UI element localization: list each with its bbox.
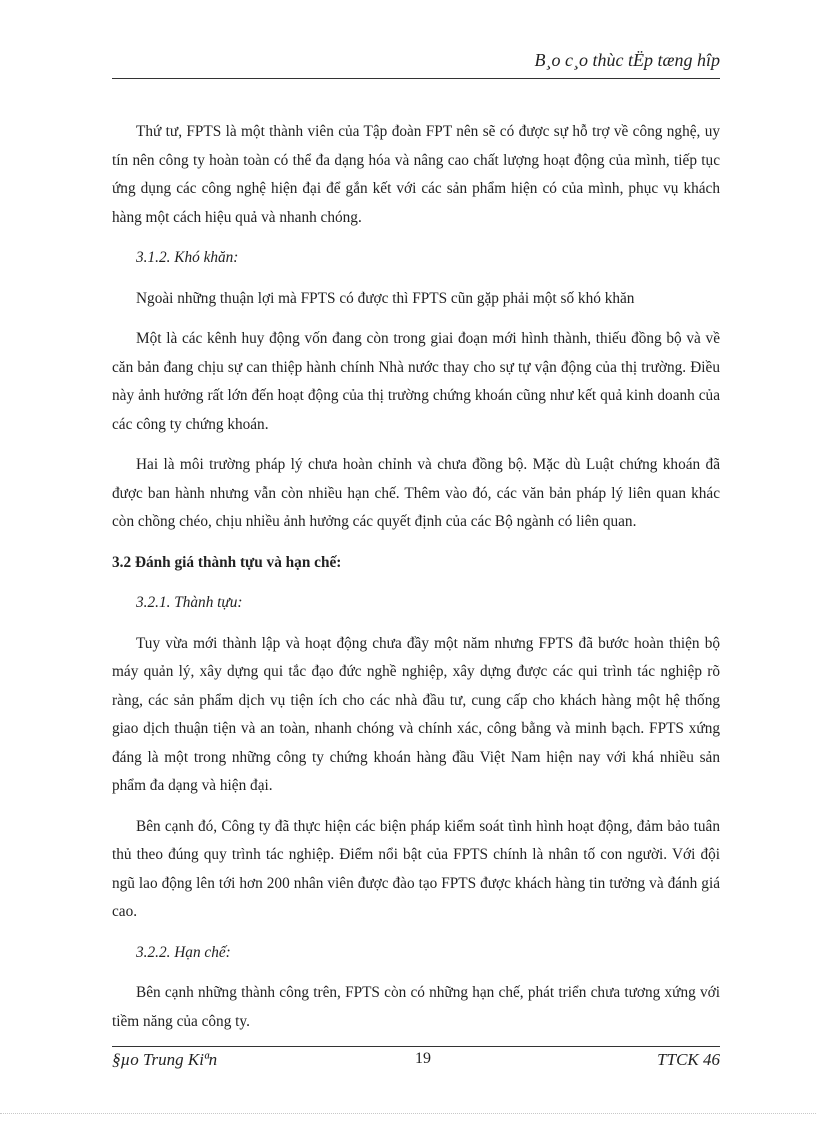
paragraph-difficulties-intro: Ngoài những thuận lợi mà FPTS có được thì FPTS cũn gặp phải một số khó khăn xyxy=(136,289,635,307)
paragraph-achievements-more: Bên cạnh đó, Công ty đã thực hiện các biện pháp kiểm soát tình hình hoạt động, đảm bảo tuân thủ theo đúng quy trình tác nghiệp. Điểm nổi bật của FPTS chính là nhân tố con người. Với đội ngũ lao động lên tới hơn 200 nhân viên được đào tạo FPTS được khách hàng tin tưởng và đánh giá cao. xyxy=(112,817,720,920)
paragraph-limitations: Bên cạnh những thành công trên, FPTS còn có những hạn chế, phát triển chưa tương xứng với tiềm năng của công ty. xyxy=(112,984,720,1030)
paragraph-achievements: Tuy vừa mới thành lập và hoạt động chưa đầy một năm nhưng FPTS đã bước hoàn thiện bộ máy quản lý, xây dựng qui tắc đạo đức nghề nghiệp, xây dựng được các qui trình tác nghiệp rõ ràng, các sản phẩm dịch vụ tiện ích cho các nhà đầu tư, cung cấp cho khách hàng một hệ thống giao dịch thuận tiện và an toàn, nhanh chóng và chính xác, công bằng và minh bạch. FPTS xứng đáng là một trong những công ty chứng khoán hàng đầu Việt Nam hiện nay với khá nhiều sản phẩm đa dạng và hiện đại. xyxy=(112,634,720,794)
paragraph-difficulty-two: Hai là môi trường pháp lý chưa hoàn chỉnh và chưa đồng bộ. Mặc dù Luật chứng khoán đã được ban hành nhưng vẫn còn nhiều hạn chế. Thêm vào đó, các văn bản pháp lý liên quan khác còn chồng chéo, chịu nhiều ảnh hưởng các quyết định của các Bộ ngành có liên quan. xyxy=(112,456,720,530)
footer-author: §µo Trung Kiªn xyxy=(112,1050,218,1069)
document-body xyxy=(112,118,720,1048)
heading-3-2-2: 3.2.2. Hạn chế: xyxy=(136,943,231,961)
paragraph-difficulty-one: Một là các kênh huy động vốn đang còn trong giai đoạn mới hình thành, thiếu đồng bộ và về căn bản đang chịu sự can thiệp hành chính Nhà nước thay cho sự tự vận động của thị trường. Điều này ảnh hưởng rất lớn đến hoạt động của thị trường chứng khoán cũng như kết quả kinh doanh của các công ty chứng khoán. xyxy=(112,330,720,433)
footer-class: TTCK 46 xyxy=(657,1050,720,1069)
footer-rule xyxy=(112,1046,720,1047)
header-rule xyxy=(112,78,720,79)
page-bottom-border xyxy=(0,1113,816,1114)
header-title: B¸o c¸o thùc tËp tæng hîp xyxy=(534,50,720,70)
paragraph-advantage-fourth: Thứ tư, FPTS là một thành viên của Tập đoàn FPT nên sẽ có được sự hỗ trợ về công nghệ, uy tín nên công ty hoàn toàn có thể đa dạng hóa và nâng cao chất lượng hoạt động của mình, tiếp tục ứng dụng các công nghệ hiện đại để gắn kết với các sản phẩm hiện có của mình, phục vụ khách hàng một cách hiệu quả và nhanh chóng. xyxy=(112,123,720,226)
page-number: 19 xyxy=(415,1050,431,1067)
heading-3-2: 3.2 Đánh giá thành tựu và hạn chế: xyxy=(112,553,342,571)
heading-3-2-1: 3.2.1. Thành tựu: xyxy=(136,594,243,611)
heading-3-1-2: 3.1.2. Khó khăn: xyxy=(136,249,239,266)
